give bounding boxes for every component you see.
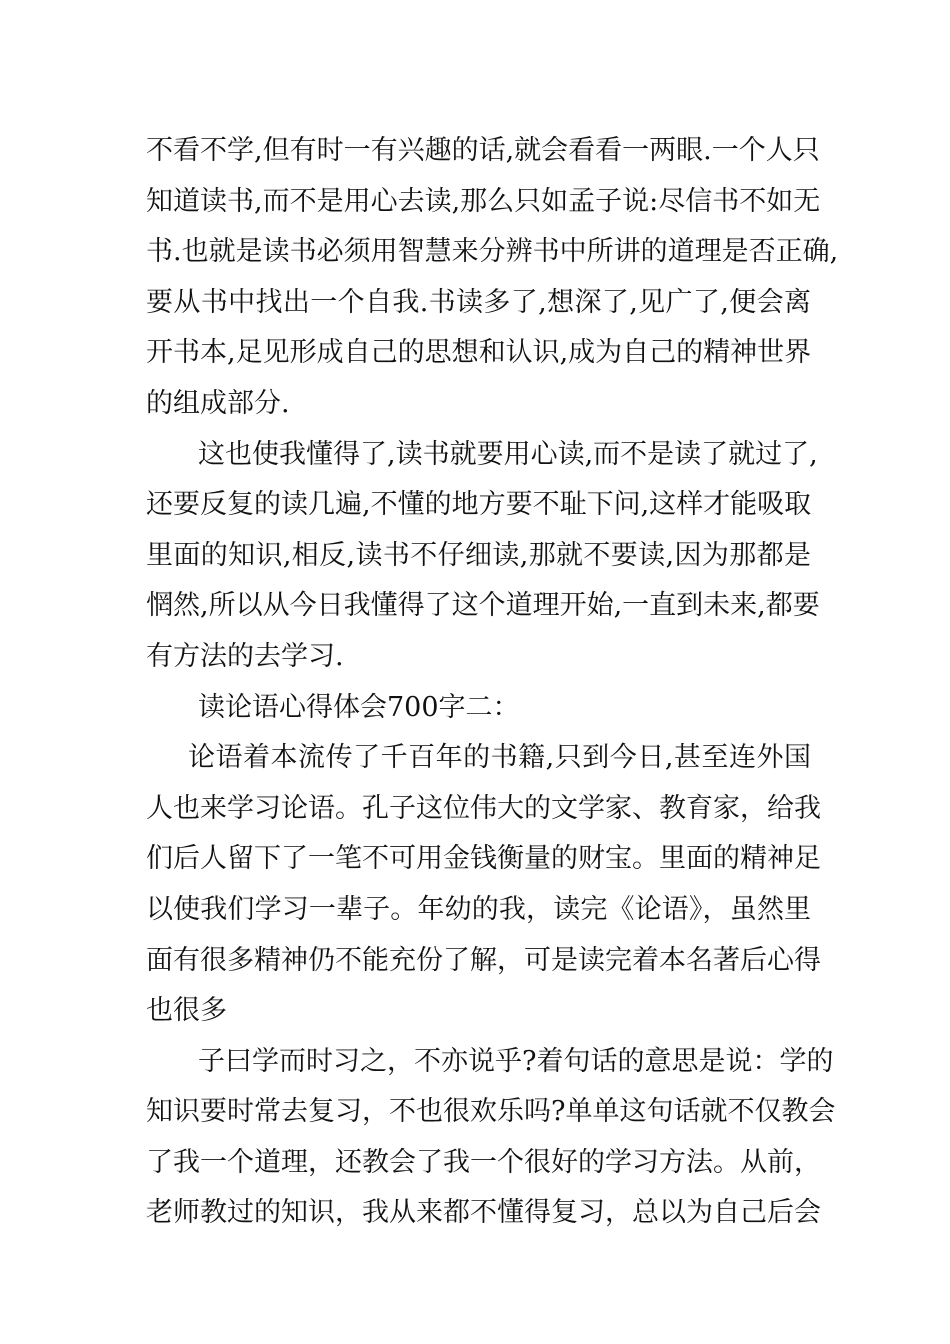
text-line: 要从书中找出一个自我.书读多了,想深了,见广了,便会离 [146, 286, 811, 318]
text-line: 面有很多精神仍不能充份了解，可是读完着本名著后心得 [146, 944, 821, 976]
text-line: 人也来学习论语。孔子这位伟大的文学家、教育家，给我 [146, 792, 821, 824]
text-line: 还要反复的读几遍,不懂的地方要不耻下问,这样才能吸取 [146, 489, 812, 521]
text-line: 里面的知识,相反,读书不仔细读,那就不要读,因为那都是 [146, 539, 811, 571]
body-text [146, 126, 839, 1239]
text-line: 老师教过的知识，我从来都不懂得复习，总以为自己后会 [146, 1197, 821, 1229]
text-line: 书.也就是读书必须用智慧来分辨书中所讲的道理是否正确, [146, 236, 839, 268]
text-line: 开书本,足见形成自己的思想和认识,成为自己的精神世界 [146, 337, 812, 369]
text-line: 惘然,所以从今日我懂得了这个道理开始,一直到未来,都要 [146, 590, 820, 622]
text-line: 这也使我懂得了,读书就要用心读,而不是读了就过了, [198, 438, 818, 470]
text-line: 知道读书,而不是用心去读,那么只如孟子说:尽信书不如无 [146, 185, 821, 217]
text-line: 也很多 [146, 995, 227, 1027]
section-heading: 读论语心得体会700字二： [198, 691, 520, 723]
text-line: 们后人留下了一笔不可用金钱衡量的财宝。里面的精神足 [146, 843, 821, 875]
text-line: 不看不学,但有时一有兴趣的话,就会看看一两眼.一个人只 [146, 135, 820, 166]
text-line: 的组成部分. [146, 387, 290, 419]
text-line: 知识要时常去复习，不也很欢乐吗?单单这句话就不仅教会 [146, 1096, 836, 1128]
text-line: 有方法的去学习. [146, 640, 344, 672]
text-line: 论语着本流传了千百年的书籍,只到今日,甚至连外国 [188, 742, 811, 774]
text-line: 子曰学而时习之，不亦说乎?着句话的意思是说：学的 [198, 1045, 834, 1077]
text-line: 了我一个道理，还教会了我一个很好的学习方法。从前， [146, 1146, 821, 1178]
text-line: 以使我们学习一辈子。年幼的我，读完《论语》，虽然里 [146, 893, 811, 925]
